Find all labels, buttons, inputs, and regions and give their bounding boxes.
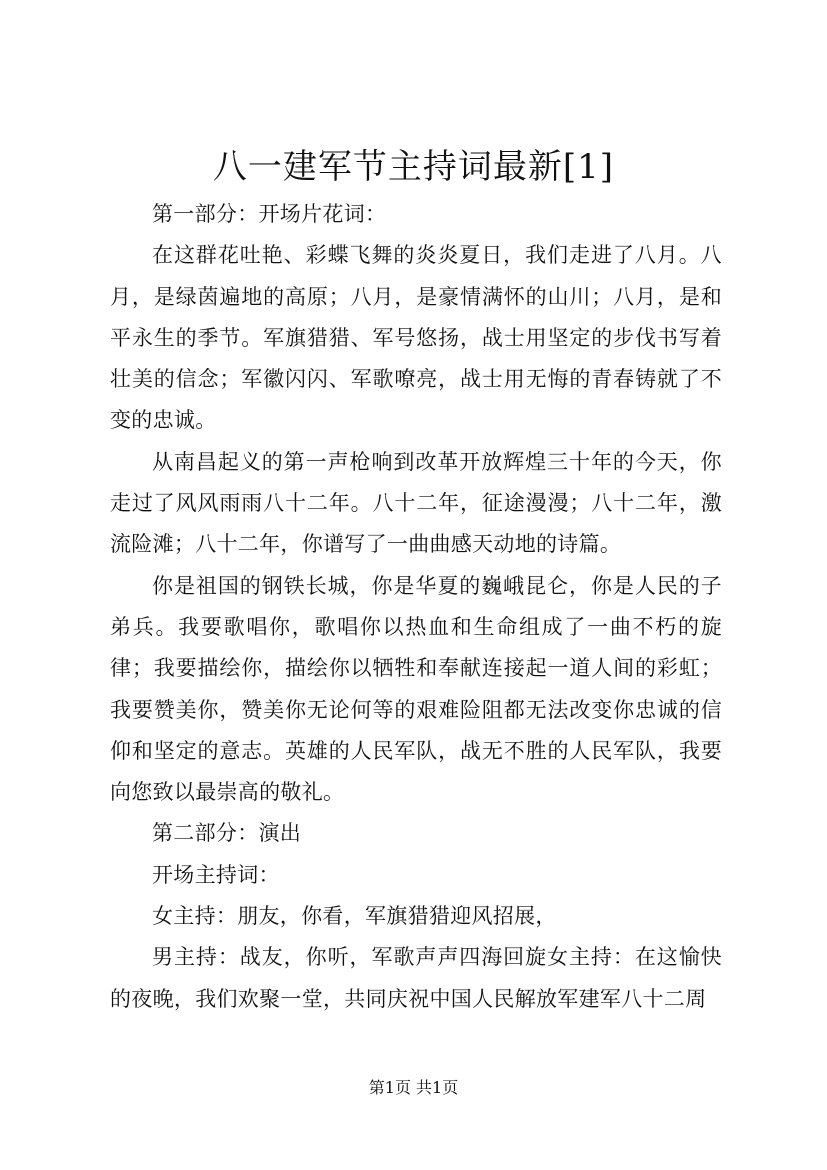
section-heading-part-two: 第二部分：演出 [152,821,302,846]
female-host-line: 女主持：朋友，你看，军旗猎猎迎风招展， [152,904,557,929]
document-body [110,194,722,1020]
male-host-line: 男主持：战友，你听，军歌声声四海回旋女主持：在这愉快的夜晚，我们欢聚一堂，共同庆祝中国人民解放军建军八十二周 [110,945,722,1011]
paragraph-great-wall: 你是祖国的钢铁长城，你是华夏的巍峨昆仑，你是人民的子弟兵。我要歌唱你，歌唱你以热血和生命组成了一曲不朽的旋律；我要描绘你，描绘你以牺牲和奉献连接起一道人间的彩虹；我要赞美你，赞美你无论何等的艰难险阻都无法改变你忠诚的信仰和坚定的意志。英雄的人民军队，战无不胜的人民军队，我要向您致以最崇高的敬礼。 [110,573,722,805]
paragraph-nanchang-uprising: 从南昌起义的第一声枪响到改革开放辉煌三十年的今天，你走过了风风雨雨八十二年。八十二年，征途漫漫；八十二年，激流险滩；八十二年，你谱写了一曲曲感天动地的诗篇。 [110,449,722,557]
section-heading-part-one: 第一部分：开场片花词： [152,202,387,226]
page-footer: 第1页 共1页 [368,1078,459,1097]
paragraph-august: 在这群花吐艳、彩蝶飞舞的炎炎夏日，我们走进了八月。八月，是绿茵遍地的高原；八月，是豪情满怀的山川；八月，是和平永生的季节。军旗猎猎、军号悠扬，战士用坚定的步伐书写着壮美的信念；军徽闪闪、军歌嘹亮，战士用无悔的青春铸就了不变的忠诚。 [110,243,722,433]
opening-host-heading: 开场主持词： [152,862,280,887]
document-title: 八一建军节主持词最新[1] [212,147,615,187]
